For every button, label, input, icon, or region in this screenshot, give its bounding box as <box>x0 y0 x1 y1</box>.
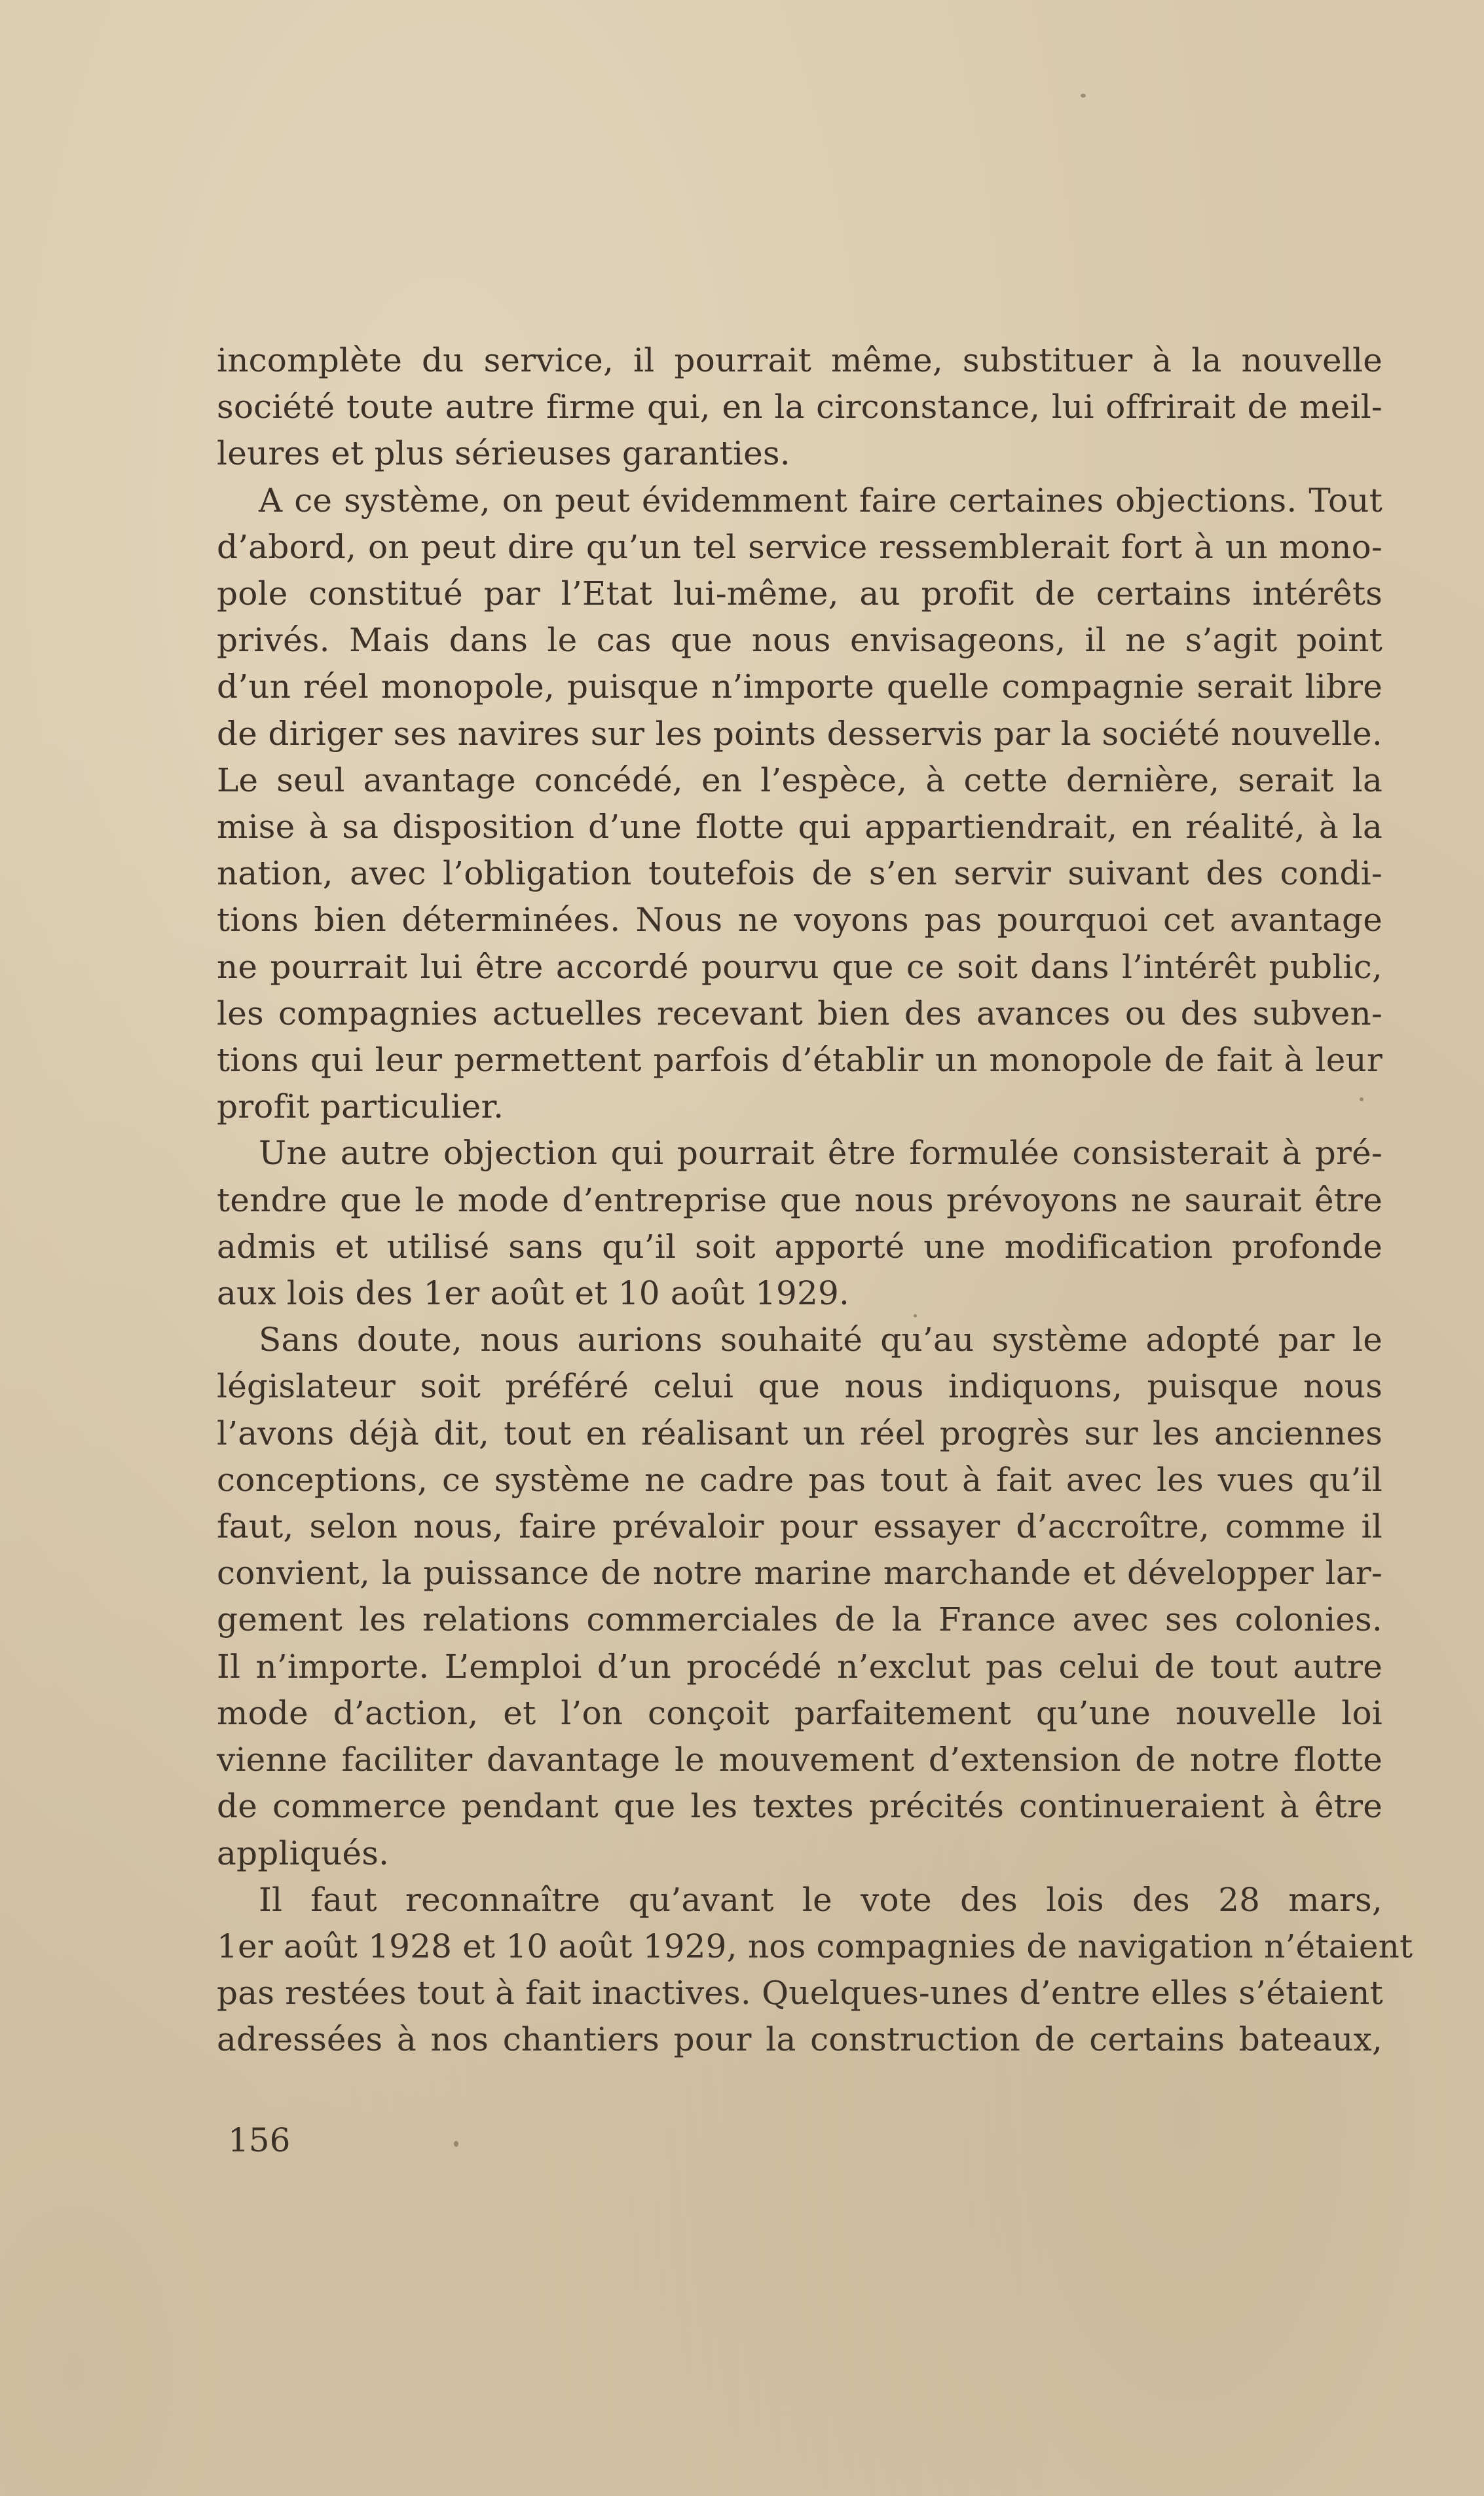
text-line: aux lois des 1er août et 10 août 1929. <box>217 1274 850 1313</box>
text-line: de diriger ses navires sur les points desservis par la société nouvelle. <box>217 714 1382 753</box>
text-line: de commerce pendant que les textes précités continueraient à être <box>217 1787 1382 1826</box>
text-line: Le seul avantage concédé, en l’espèce, à cette dernière, serait la <box>217 761 1382 799</box>
text-line: mode d’action, et l’on conçoit parfaitement qu’une nouvelle loi <box>217 1693 1382 1732</box>
text-line: société toute autre firme qui, en la circonstance, lui offrirait de meil- <box>217 388 1382 426</box>
text-line: nation, avec l’obligation toutefois de s’en servir suivant des condi- <box>217 854 1382 893</box>
paper-speck <box>1081 94 1086 98</box>
text-line: l’avons déjà dit, tout en réalisant un réel progrès sur les anciennes <box>217 1414 1382 1452</box>
text-line: pas restées tout à fait inactives. Quelques-unes d’entre elles s’étaient <box>217 1974 1383 2013</box>
text-line: conceptions, ce système ne cadre pas tout à fait avec les vues qu’il <box>217 1460 1382 1499</box>
text-line: vienne faciliter davantage le mouvement d’extension de notre flotte <box>217 1741 1382 1779</box>
text-line: pole constitué par l’Etat lui-même, au profit de certains intérêts <box>217 575 1382 613</box>
text-line: 1er août 1928 et 10 août 1929, nos compagnies de navigation n’étaient <box>217 1927 1413 1965</box>
page-number: 156 <box>228 2121 291 2159</box>
text-line: admis et utilisé sans qu’il soit apporté une modification profonde <box>217 1227 1382 1266</box>
paper-speck <box>1360 1097 1363 1101</box>
text-line: Il n’importe. L’emploi d’un procédé n’exclut pas celui de tout autre <box>217 1647 1382 1686</box>
text-line: législateur soit préféré celui que nous indiquons, puisque nous <box>217 1367 1382 1406</box>
text-line: profit particulier. <box>217 1087 504 1126</box>
body-text <box>217 337 1413 2064</box>
text-line: privés. Mais dans le cas que nous envisageons, il ne s’agit point <box>217 621 1382 660</box>
text-line: appliqués. <box>217 1834 390 1872</box>
text-line: Sans doute, nous aurions souhaité qu’au système adopté par le <box>259 1321 1382 1359</box>
text-line: Il faut reconnaître qu’avant le vote des lois des 28 mars, <box>259 1880 1382 1919</box>
text-line: adressées à nos chantiers pour la construction de certains bateaux, <box>217 2020 1382 2059</box>
text-line: ne pourrait lui être accordé pourvu que ce soit dans l’intérêt public, <box>217 947 1382 986</box>
paper-speck <box>914 1314 917 1317</box>
text-line: d’abord, on peut dire qu’un tel service ressemblerait fort à un mono- <box>217 527 1382 566</box>
text-line: faut, selon nous, faire prévaloir pour essayer d’accroître, comme il <box>217 1507 1382 1546</box>
text-line: tions bien déterminées. Nous ne voyons pas pourquoi cet avantage <box>217 901 1382 939</box>
text-line: Une autre objection qui pourrait être formulée consisterait à pré- <box>259 1134 1382 1173</box>
text-line: gement les relations commerciales de la France avec ses colonies. <box>217 1600 1382 1639</box>
text-line: incomplète du service, il pourrait même, substituer à la nouvelle <box>217 341 1382 379</box>
text-line: les compagnies actuelles recevant bien des avances ou des subven- <box>217 994 1382 1032</box>
text-line: tions qui leur permettent parfois d’établir un monopole de fait à leur <box>217 1041 1382 1080</box>
text-line: A ce système, on peut évidemment faire certaines objections. Tout <box>259 481 1382 520</box>
paper-speck <box>454 2141 458 2147</box>
text-line: mise à sa disposition d’une flotte qui appartiendrait, en réalité, à la <box>217 808 1382 846</box>
text-line: d’un réel monopole, puisque n’importe quelle compagnie serait libre <box>217 668 1382 706</box>
text-line: convient, la puissance de notre marine marchande et développer lar- <box>217 1554 1382 1593</box>
text-line: tendre que le mode d’entreprise que nous prévoyons ne saurait être <box>217 1181 1382 1219</box>
text-line: leures et plus sérieuses garanties. <box>217 434 790 473</box>
